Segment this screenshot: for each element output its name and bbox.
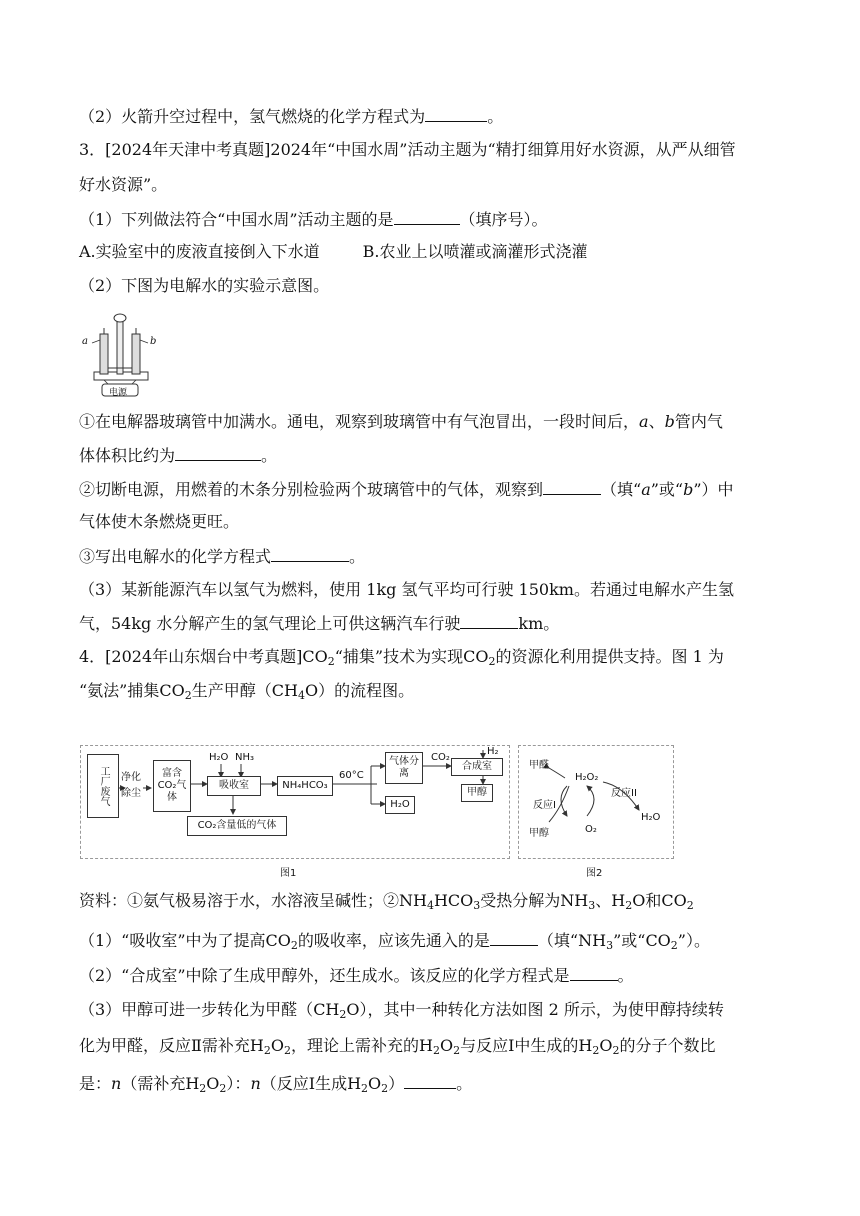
co2-formula: $CO_2$ — [302, 647, 335, 668]
answer-blank[interactable] — [570, 965, 618, 981]
q3-step2: ②切断电源，用燃着的木条分别检验两个玻璃管中的气体，观察到 （填“a”或“b”）中 — [79, 480, 734, 499]
q3-heading-cont: 好水资源”。 — [79, 175, 168, 194]
q3-part2: （2）下图为电解水的实验示意图。 — [79, 276, 330, 295]
answer-blank[interactable] — [175, 445, 261, 461]
methanol-label: 甲醇 — [529, 828, 549, 839]
q3-part3-cont: 气，54kg 水分解产生的氢气理论上可供这辆汽车行驶 km。 — [79, 614, 560, 633]
option-b: B.农业上以喷灌或滴灌形式浇灌 — [362, 242, 588, 261]
nh3-formula: $NH_3$ — [578, 931, 614, 952]
temperature-label: 60°C — [339, 770, 364, 781]
methanol-formula: $CH_4O$ — [271, 681, 319, 702]
figure-1-flowchart — [80, 745, 510, 859]
ch2o-formula: $CH_2O$ — [313, 1000, 360, 1021]
q3-step1: ①在电解器玻璃管中加满水。通电，观察到玻璃管中有气泡冒出，一段时间后，a、b管内气 — [79, 412, 723, 431]
water-output-box: H₂O — [385, 796, 415, 814]
synthesis-chamber-box: 合成室 — [451, 758, 503, 776]
reaction-2-label: 反应II — [611, 788, 637, 799]
q3-step2-cont: 气体使木条燃烧更旺。 — [79, 512, 240, 531]
co2-formula: $CO_2$ — [159, 681, 192, 702]
co2-formula: $CO_2$ — [463, 647, 496, 668]
purify-label: 净化除尘 — [121, 772, 141, 799]
figure-1-caption: 图1 — [280, 868, 297, 879]
electrolysis-apparatus-figure — [80, 310, 160, 400]
q3-step3: ③写出电解水的化学方程式 。 — [79, 547, 366, 566]
h2o2-formula: $H_2O_2$ — [578, 1036, 620, 1057]
factory-gas-box: 工厂废气 — [87, 754, 119, 818]
q3-heading: 3．[2024年天津中考真题]2024年“中国水周”活动主题为“精打细算用好水资源，从严从细管 — [79, 140, 736, 159]
figure-2-cycle — [518, 745, 674, 859]
q4-info: 资料：①氨气极易溶于水，水溶液呈碱性；$②NH_4HCO_3$受热分解为$NH_3$、$H_2O$和$CO_2$ — [79, 891, 694, 912]
formaldehyde-label: 甲醛 — [529, 760, 549, 771]
option-a: A.实验室中的废液直接倒入下水道 — [79, 242, 320, 261]
gas-separation-box: 气体分离 — [385, 752, 423, 784]
q4-part3-cont: 化为甲醛，反应Ⅱ需补充$H_2O_2$，理论上需补充的$H_2O_2$与反应Ⅰ中生成的$H_2O_2$的分子个数比 — [79, 1036, 716, 1057]
nh4hco3-formula: $NH_4HCO_3$ — [399, 891, 481, 912]
q2-part2: （2）火箭升空过程中，氢气燃烧的化学方程式为 。 — [79, 107, 504, 126]
q4-heading: 4．[2024年山东烟台中考真题]$CO_2“$捕集”技术为实现$CO_2$的资源化利用提供支持。图 1 为 — [79, 647, 724, 668]
oxygen-label: O₂ — [585, 824, 597, 835]
q3-part3: （3）某新能源汽车以氢气为燃料，使用 1kg 氢气平均可行驶 150km。若通过电解水产生氢 — [79, 580, 734, 599]
figure-2-caption: 图2 — [586, 868, 603, 879]
co2-formula: $CO_2$ — [645, 931, 678, 952]
answer-blank[interactable] — [394, 209, 460, 225]
q3-step1-cont: 体体积比约为 。 — [79, 446, 278, 465]
hydrogen-peroxide-label: H₂O₂ — [575, 772, 599, 783]
answer-blank[interactable] — [460, 613, 518, 629]
tube-a-label: a — [82, 336, 88, 347]
q4-part3: （3）甲醇可进一步转化为甲醛$(CH_2O)$，其中一种转化方法如图 2 所示，为使甲醇持续转 — [79, 1000, 724, 1021]
q4-part1: （1）“吸收室”中为了提高$CO_2$的吸收率，应该先通入的是 （填“$NH_3$”或“$CO_2$”）。 — [79, 931, 710, 952]
answer-blank[interactable] — [271, 546, 349, 562]
h2o2-formula: $H_2O_2$ — [347, 1074, 389, 1095]
q3-options — [79, 242, 588, 262]
answer-blank[interactable] — [490, 930, 538, 946]
water-label: H₂O — [641, 812, 661, 823]
methanol-output-box: 甲醇 — [461, 784, 493, 802]
answer-blank[interactable] — [543, 479, 601, 495]
reaction-1-label: 反应I — [533, 800, 556, 811]
co2-formula: $CO_2$ — [661, 891, 694, 912]
answer-blank[interactable] — [404, 1073, 456, 1089]
h2o2-formula: $H_2O_2$ — [249, 1036, 291, 1057]
power-supply-label: 电源 — [109, 388, 128, 398]
co2-flow-label: CO₂ — [431, 752, 450, 763]
q4-part2: （2）“合成室”中除了生成甲醇外，还生成水。该反应的化学方程式是 。 — [79, 966, 634, 985]
hydrogen-input-label: H₂ — [487, 746, 499, 757]
water-input-label: H₂O — [209, 752, 229, 763]
h2o2-formula: $H_2O_2$ — [185, 1074, 227, 1095]
q4-part3-ratio: 是：n（需补充$H_2O_2$）：n（反应Ⅰ生成$H_2O_2$） 。 — [79, 1074, 473, 1095]
low-co2-gas-box: CO₂含量低的气体 — [187, 816, 287, 836]
answer-blank[interactable] — [425, 106, 487, 122]
h2o-formula: $H_2O$ — [611, 891, 646, 912]
rich-co2-box: 富含CO₂气体 — [153, 760, 191, 812]
co2-formula: $CO_2$ — [265, 931, 298, 952]
ammonia-input-label: NH₃ — [235, 752, 255, 763]
tube-b-label: b — [150, 336, 157, 347]
h2o2-formula: $H_2O_2$ — [418, 1036, 461, 1057]
nh3-formula: $NH_3$ — [560, 891, 596, 912]
absorption-chamber-box: 吸收室 — [207, 776, 261, 796]
ammonium-bicarbonate-box: NH₄HCO₃ — [277, 776, 333, 796]
q3-part1: （1）下列做法符合“中国水周”活动主题的是 （填序号）。 — [79, 210, 548, 229]
q4-heading-cont: “氨法”捕集$CO_2$生产甲醇$(CH_4O)$的流程图。 — [79, 681, 415, 702]
